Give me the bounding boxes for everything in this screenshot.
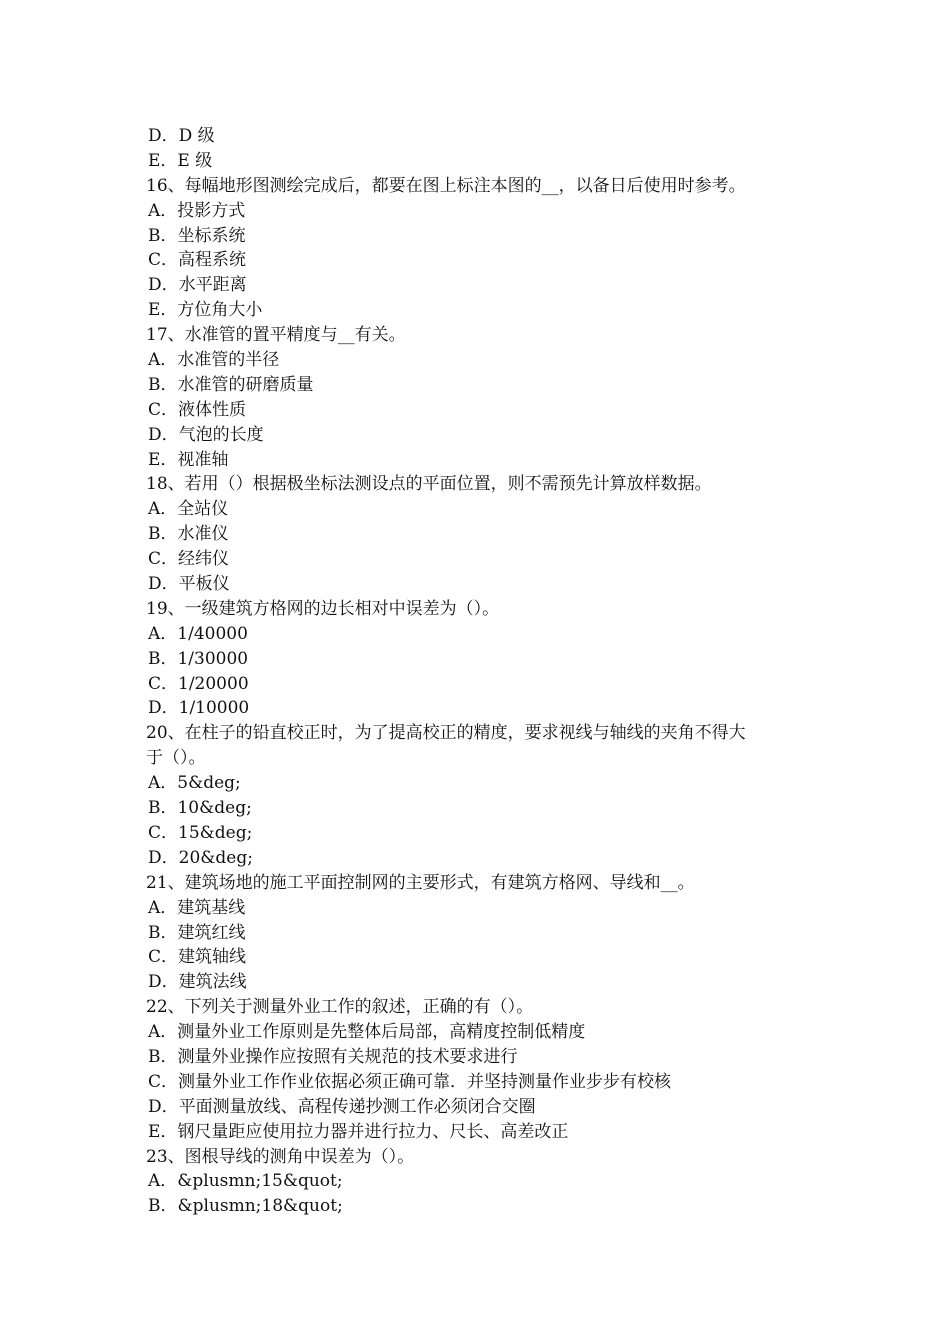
answer-option: B．&plusmn;18&quot; — [148, 1196, 343, 1217]
answer-option: B．建筑红线 — [148, 922, 246, 943]
answer-option: C．15&deg; — [148, 822, 253, 843]
answer-option: B．水准管的研磨质量 — [148, 374, 314, 395]
answer-option: D．平板仪 — [148, 574, 230, 595]
answer-option: C．液体性质 — [148, 399, 247, 420]
answer-option: A．投影方式 — [148, 200, 246, 221]
answer-option: C．1/20000 — [148, 673, 249, 694]
question-text: 21、建筑场地的施工平面控制网的主要形式，有建筑方格网、导线和__。 — [146, 872, 695, 893]
answer-option: B．测量外业操作应按照有关规范的技术要求进行 — [148, 1046, 518, 1067]
answer-option: C．测量外业工作作业依据必须正确可靠．并坚持测量作业步步有校核 — [148, 1071, 672, 1092]
answer-option: B．1/30000 — [148, 648, 249, 669]
answer-option: A．水准管的半径 — [148, 350, 280, 371]
answer-option: E．E 级 — [148, 150, 213, 171]
answer-option: A．&plusmn;15&quot; — [148, 1171, 343, 1192]
answer-option: D．水平距离 — [148, 275, 247, 296]
answer-option: A．5&deg; — [148, 773, 241, 794]
answer-option: E．钢尺量距应使用拉力器并进行拉力、尺长、高差改正 — [148, 1121, 569, 1142]
question-text: 23、图根导线的测角中误差为（）。 — [146, 1146, 415, 1167]
answer-option: D．平面测量放线、高程传递抄测工作必须闭合交圈 — [148, 1096, 536, 1117]
answer-option: A．全站仪 — [148, 499, 229, 520]
answer-option: D．1/10000 — [148, 698, 250, 719]
question-text: 18、若用（）根据极坐标法测设点的平面位置，则不需预先计算放样数据。 — [146, 474, 712, 495]
answer-option: A．建筑基线 — [148, 897, 246, 918]
document-body — [146, 124, 826, 1219]
question-text: 20、在柱子的铅直校正时，为了提高校正的精度，要求视线与轴线的夹角不得大 — [146, 723, 746, 744]
answer-option: D．气泡的长度 — [148, 424, 264, 445]
question-text: 16、每幅地形图测绘完成后，都要在图上标注本图的__，以备日后使用时参考。 — [146, 175, 746, 196]
answer-option: B．10&deg; — [148, 798, 252, 819]
answer-option: A．1/40000 — [148, 623, 248, 644]
question-text: 17、水准管的置平精度与__有关。 — [146, 325, 406, 346]
answer-option: E．方位角大小 — [148, 300, 263, 321]
answer-option: D．建筑法线 — [148, 972, 247, 993]
answer-option: E．视准轴 — [148, 449, 229, 470]
question-text: 22、下列关于测量外业工作的叙述，正确的有（）。 — [146, 997, 534, 1018]
answer-option: D．D 级 — [148, 126, 215, 146]
answer-option: C．经纬仪 — [148, 549, 230, 570]
answer-option: D．20&deg; — [148, 847, 253, 868]
answer-option: B．坐标系统 — [148, 225, 246, 246]
answer-option: C．建筑轴线 — [148, 947, 247, 968]
question-text: 于（）。 — [146, 748, 206, 769]
answer-option: C．高程系统 — [148, 250, 247, 271]
question-text: 19、一级建筑方格网的边长相对中误差为（）。 — [146, 598, 500, 619]
answer-option: B．水准仪 — [148, 524, 229, 545]
answer-option: A．测量外业工作原则是先整体后局部，高精度控制低精度 — [148, 1022, 586, 1043]
